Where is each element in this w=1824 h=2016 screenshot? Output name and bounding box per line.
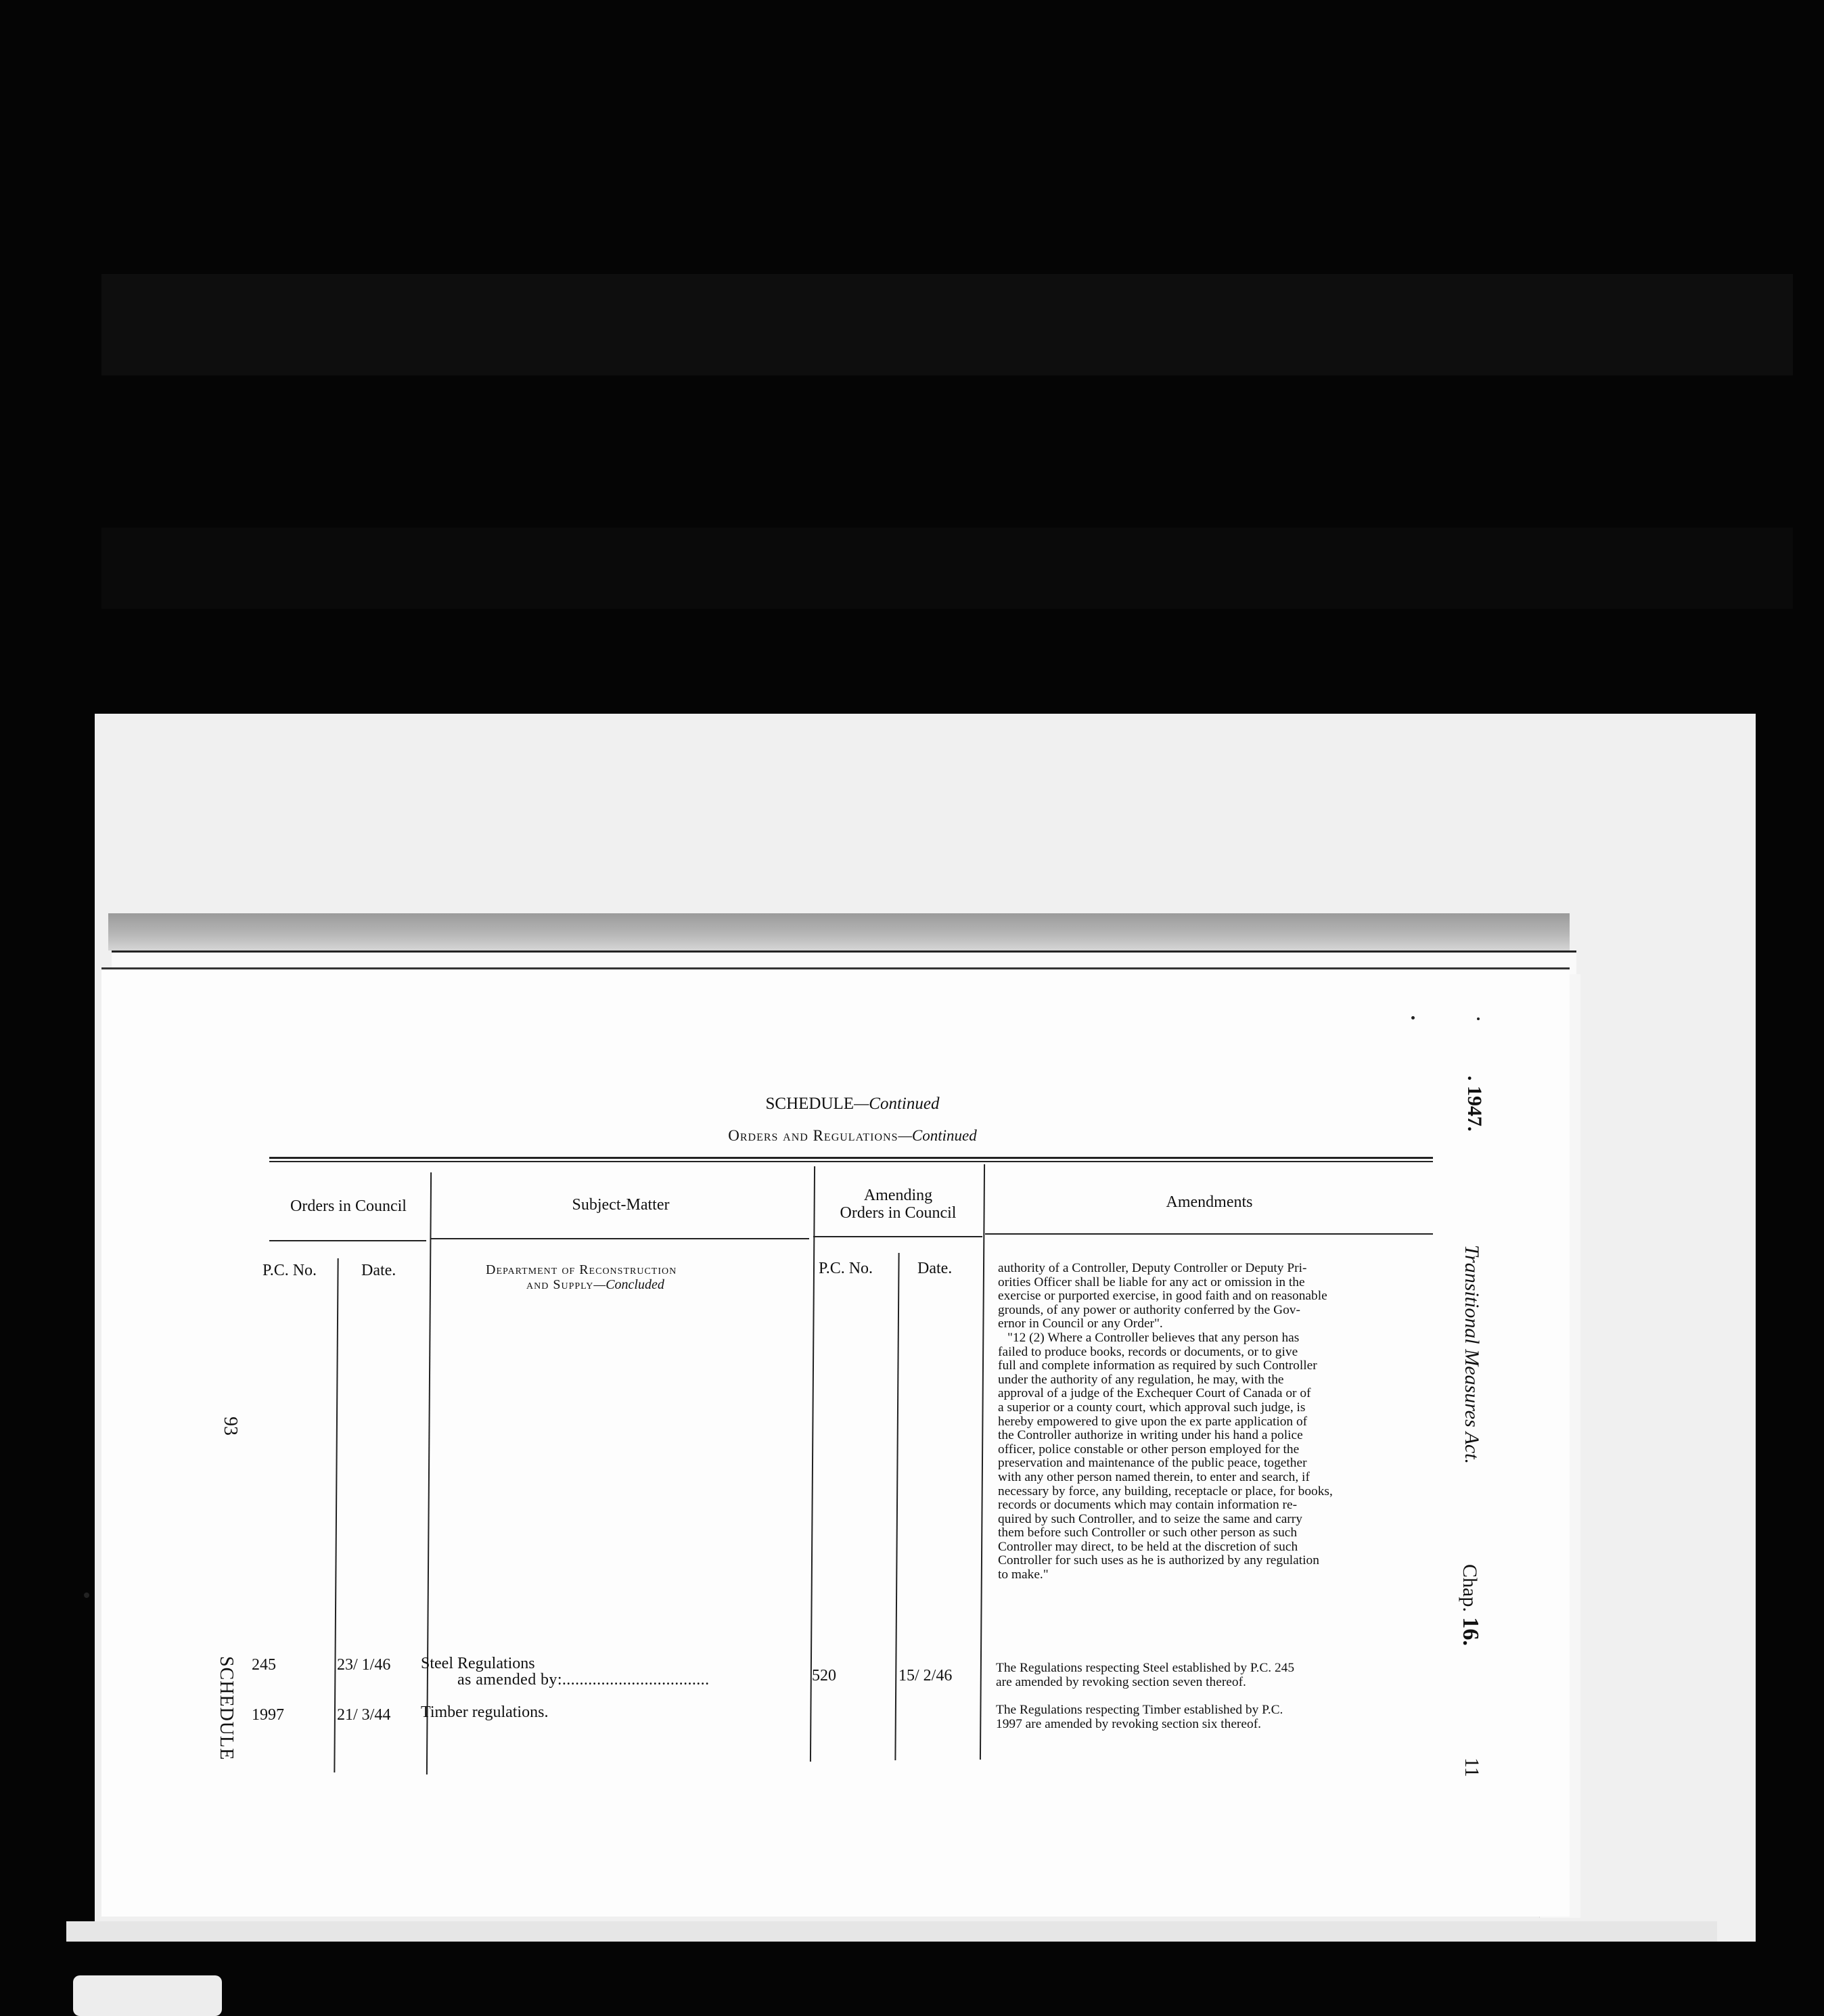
amendment-line: full and complete information as required by such Controller: [998, 1358, 1317, 1373]
header-subject-matter: Subject-Matter: [572, 1196, 670, 1214]
running-head-act-title: Transitional Measures Act.: [1461, 1245, 1483, 1465]
amendment-line: "12 (2) Where a Controller believes that any person has: [1007, 1330, 1300, 1345]
speck: [1477, 1017, 1480, 1020]
amendment-line: a superior or a county court, which approval such judge, is: [998, 1400, 1306, 1415]
amendment-paragraph-1: [998, 1262, 1431, 1331]
header-amendments: Amendments: [1166, 1193, 1253, 1211]
row-amending-date: 15/ 2/46: [898, 1667, 953, 1685]
row-date: 21/ 3/44: [337, 1706, 391, 1724]
department-heading: Department of Reconstruction: [486, 1262, 677, 1277]
amendment-line: the Controller authorize in writing under his hand a police: [998, 1428, 1303, 1443]
header-orders-in-council: Orders in Council: [290, 1197, 407, 1215]
orders-heading: Orders and Regulations—Continued: [728, 1127, 977, 1144]
film-label: [73, 1975, 222, 2016]
amendment-line: under the authority of any regulation, he may, with the: [998, 1372, 1284, 1387]
header-rule-amendments: [985, 1233, 1433, 1235]
row-subject-line2: as amended by:..................................: [457, 1671, 710, 1689]
amendment-line: necessary by force, any building, receptacle or place, for books,: [998, 1484, 1333, 1498]
page-number: 11: [1461, 1758, 1483, 1777]
page-shadow-strip: [108, 913, 1570, 950]
amendment-line: preservation and maintenance of the public peace, together: [998, 1456, 1307, 1471]
amendment-line: grounds, of any power or authority conferred by the Gov-: [998, 1302, 1300, 1317]
subheader-amending-date: Date.: [917, 1260, 953, 1277]
amendment-line: ernor in Council or any Order".: [998, 1316, 1163, 1331]
amendment-line: them before such Controller or such other person as such: [998, 1526, 1298, 1540]
amendment-line: to make.": [998, 1567, 1049, 1582]
top-double-rule: [269, 1161, 1433, 1162]
amendment-text: [998, 1262, 1431, 1582]
row-subject: Timber regulations.: [421, 1703, 549, 1721]
running-head-chapter: Chap. 16.: [1458, 1564, 1483, 1646]
speck: [84, 1593, 89, 1598]
amendment-line: approval of a judge of the Exchequer Court of Canada or of: [998, 1386, 1311, 1401]
header-amending-line1: Amending: [863, 1187, 933, 1204]
schedule-heading: SCHEDULE—Continued: [765, 1095, 940, 1113]
department-heading-line2: and Supply—Concluded: [526, 1277, 664, 1292]
header-rule-left: [269, 1240, 426, 1241]
card-edge: [66, 1921, 1717, 1942]
header-rule-amending: [813, 1236, 982, 1237]
subheader-pc-no: P.C. No.: [263, 1262, 317, 1279]
amendment-line: officer, police constable or other person employed for the: [998, 1442, 1300, 1457]
row-amendment: [996, 1662, 1429, 1689]
film-band: [101, 274, 1793, 375]
amendment-line: quired by such Controller, and to seize the same and carry: [998, 1511, 1302, 1526]
row-amendment-line: The Regulations respecting Timber established by P.C.: [996, 1703, 1283, 1717]
amendment-line: authority of a Controller, Deputy Controller or Deputy Pri-: [998, 1261, 1307, 1275]
row-pc-no: 1997: [252, 1706, 284, 1724]
amendment-line: failed to produce books, records or documents, or to give: [998, 1344, 1298, 1359]
speck: [1411, 1016, 1415, 1020]
row-subject: Steel Regulations: [421, 1655, 535, 1672]
amendment-line: Controller for such uses as he is authorized by any regulation: [998, 1553, 1319, 1568]
running-head-year: . 1947.: [1463, 1076, 1486, 1132]
top-double-rule: [269, 1157, 1433, 1159]
subheader-date: Date.: [361, 1262, 396, 1279]
row-amendment-line: are amended by revoking section seven thereof.: [996, 1674, 1246, 1689]
amendment-line: orities Officer shall be liable for any act or omission in the: [998, 1275, 1305, 1289]
amendment-line: records or documents which may contain information re-: [998, 1498, 1298, 1513]
row-amendment-line: The Regulations respecting Steel established by P.C. 245: [996, 1661, 1295, 1675]
reverse-schedule-label: SCHEDULE: [216, 1656, 237, 1761]
amendment-paragraph-2: [998, 1331, 1431, 1582]
amendment-line: hereby empowered to give upon the ex parte application of: [998, 1414, 1308, 1429]
film-band: [101, 528, 1793, 609]
row-pc-no: 245: [252, 1656, 276, 1674]
row-amending-pc-no: 520: [812, 1667, 836, 1685]
row-amendment-line: 1997 are amended by revoking section six thereof.: [996, 1716, 1261, 1731]
row-amendment: [996, 1703, 1429, 1731]
header-rule-mid: [430, 1238, 809, 1239]
reverse-page-number: 93: [220, 1417, 241, 1436]
amendment-line: Controller may direct, to be held at the discretion of such: [998, 1539, 1298, 1554]
amendment-line: with any other person named therein, to enter and search, if: [998, 1469, 1310, 1484]
row-date: 23/ 1/46: [337, 1656, 391, 1674]
header-amending-line2: Orders in Council: [840, 1204, 957, 1222]
amendment-line: exercise or purported exercise, in good faith and on reasonable: [998, 1289, 1327, 1304]
subheader-amending-pc-no: P.C. No.: [819, 1260, 873, 1277]
